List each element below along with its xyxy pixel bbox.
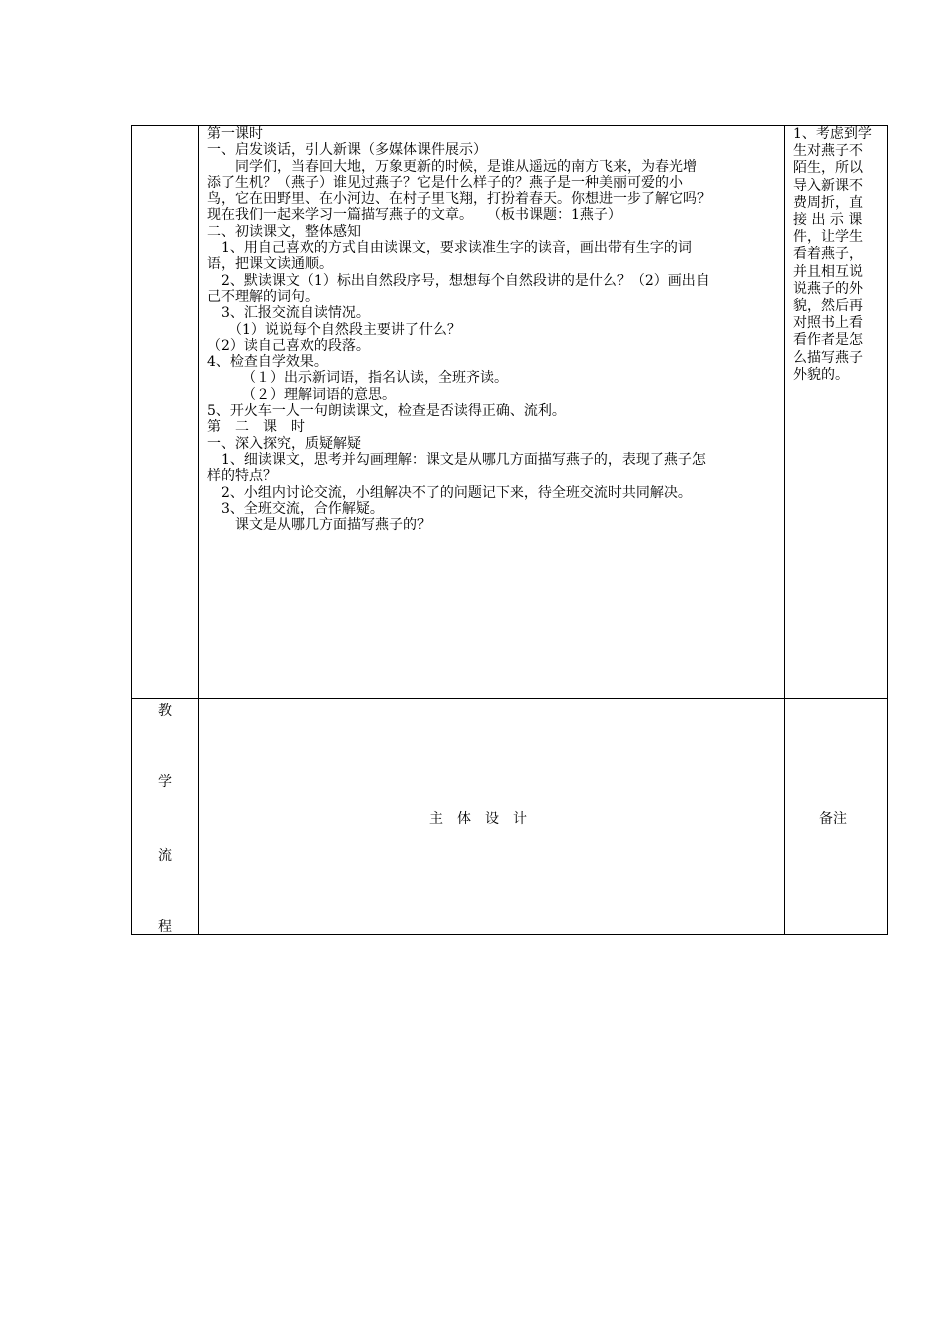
note-line: 么描写燕子 <box>793 349 863 366</box>
column-divider-2 <box>784 125 785 935</box>
lesson-line: 5、开火车一人一句朗读课文，检查是否读得正确、流利。 <box>207 403 566 420</box>
lesson-line: 2、默读课文（1）标出自然段序号，想想每个自然段讲的是什么？（2）画出自 <box>207 272 710 289</box>
lesson-line: （２）理解词语的意思。 <box>207 386 396 403</box>
lesson-line: 课文是从哪几方面描写燕子的？ <box>207 517 431 534</box>
note-line: 1、考虑到学 <box>793 126 872 142</box>
note-line: 费周折，直 <box>793 194 863 211</box>
note-line: 说燕子的外 <box>793 280 863 297</box>
lesson-line: 鸟，它在田野里、在小河边、在村子里飞翔，打扮着春天。你想进一步了解它吗？ <box>207 191 711 208</box>
note-line: 看着燕子， <box>793 246 863 263</box>
lesson-line: 现在我们一起来学习一篇描写燕子的文章。 （板书课题：1燕子） <box>207 207 622 224</box>
note-line: 生对燕子不 <box>793 143 863 160</box>
note-line: 接 出 示 课 <box>793 212 863 229</box>
header-label-char: 流 <box>158 848 172 864</box>
lesson-line: 一、深入探究，质疑解疑 <box>207 435 361 452</box>
note-line: 导入新课不 <box>793 177 863 194</box>
header-label-char: 学 <box>158 774 172 790</box>
lesson-line: 3、全班交流，合作解疑。 <box>207 500 384 517</box>
header-label-char: 程 <box>158 919 172 935</box>
lesson-line: （2）读自己喜欢的段落。 <box>207 337 370 354</box>
lesson-line: （１）出示新词语，指名认读，全班齐读。 <box>207 370 508 387</box>
note-line: 貌，然后再 <box>793 298 863 315</box>
remarks-heading: 备注 <box>819 811 847 827</box>
row-divider <box>131 698 888 699</box>
lesson-line: 1、细读课文，思考并勾画理解：课文是从哪几方面描写燕子的，表现了燕子怎 <box>207 451 706 468</box>
note-line: 看作者是怎 <box>793 332 863 349</box>
header-label-char: 教 <box>158 703 172 719</box>
lesson-line: （1）说说每个自然段主要讲了什么？ <box>207 321 461 338</box>
column-divider-1 <box>198 125 199 935</box>
lesson-line: 二、初读课文，整体感知 <box>207 223 361 240</box>
lesson-line: 第一课时 <box>207 126 263 142</box>
note-line: 陌生，所以 <box>793 160 863 177</box>
lesson-content <box>207 126 782 533</box>
lesson-line: 己不理解的词句。 <box>207 288 319 305</box>
lesson-line: 样的特点？ <box>207 468 277 485</box>
lesson-line: 2、小组内讨论交流，小组解决不了的问题记下来，待全班交流时共同解决。 <box>207 484 692 501</box>
lesson-line: 添了生机？（燕子）谁见过燕子？它是什么样子的？燕子是一种美丽可爱的小 <box>207 174 683 191</box>
lesson-line: 1、用自己喜欢的方式自由读课文，要求读准生字的读音，画出带有生字的词 <box>207 240 692 257</box>
lesson-line: 3、汇报交流自读情况。 <box>207 305 370 322</box>
note-line: 外貌的。 <box>793 366 849 383</box>
note-line: 并且相互说 <box>793 263 863 280</box>
note-line: 件，让学生 <box>793 229 863 246</box>
notes-content <box>793 126 883 384</box>
lesson-line: 同学们，当春回大地，万象更新的时候，是谁从遥远的南方飞来，为春光增 <box>207 158 697 175</box>
lesson-line: 第 二 课 时 <box>207 419 305 436</box>
main-design-heading: 主 体 设 计 <box>429 811 527 827</box>
lesson-line: 4、检查自学效果。 <box>207 354 328 371</box>
note-line: 对照书上看 <box>793 315 863 332</box>
lesson-line: 一、启发谈话，引人新课（多媒体课件展示） <box>207 142 487 159</box>
lesson-line: 语，把课文读通顺。 <box>207 256 333 273</box>
